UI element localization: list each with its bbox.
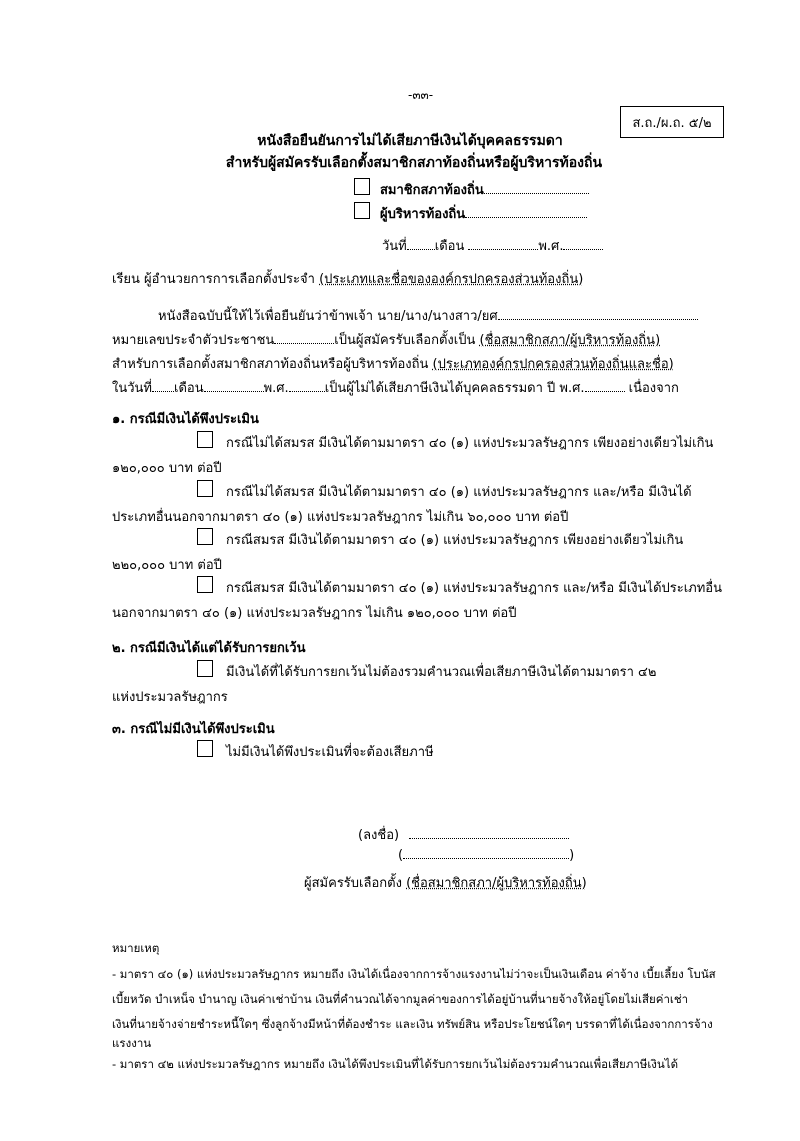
s2-case1-line2: แห่งประมวลรัษฎากร [112, 690, 228, 705]
option-council-label: สมาชิกสภาท้องถิ่น [380, 183, 484, 198]
body-day-field[interactable] [152, 380, 174, 392]
body-line4 [112, 377, 679, 398]
section1-heading: ๑. กรณีมีเงินได้พึงประเมิน [112, 412, 259, 427]
body-l4-because: เนื่องจาก [628, 381, 679, 396]
printed-name-field[interactable] [403, 847, 569, 859]
body-l1-text: หนังสือฉบับนี้ให้ไว้เพื่อยืนยันว่าข้าพเจ้า นาย/นาง/นางสาว/ยศ [158, 309, 498, 324]
name-field[interactable] [498, 308, 698, 320]
body-l2-idlabel: หมายเลขประจำตัวประชาชน [112, 333, 275, 348]
day-field[interactable] [407, 238, 435, 250]
body-l2-position: (ชื่อสมาชิกสภา/ผู้บริหารท้องถิ่น) [479, 333, 661, 348]
form-code: ส.ถ./ผ.ถ. ๕/๒ [632, 115, 712, 131]
body-month-field[interactable] [204, 380, 264, 392]
body-l4-text: เป็นผู้ไม่ได้เสียภาษีเงินได้บุคคลธรรมดา ปี พ.ศ. [324, 381, 585, 396]
body-l3-org: (ประเภทองค์กรปกครองส่วนท้องถิ่นและชื่อ) [432, 357, 674, 372]
option-council-row [380, 179, 589, 200]
note2-line1: - มาตรา ๔๒ แห่งประมวลรัษฎากร หมายถึง เงินได้พึงประเมินที่ได้รับการยกเว้นไม่ต้องรวมคำนวณเพื่อเสียภาษีเงินได้ [112, 1057, 679, 1071]
body-l2-text: เป็นผู้สมัครรับเลือกตั้งเป็น [334, 333, 476, 348]
tax-year-field[interactable] [585, 380, 625, 392]
note1-line2: เบี้ยหวัด บำเหน็จ บำนาญ เงินค่าเช่าบ้าน เงินที่คำนวณได้จากมูลค่าของการได้อยู่บ้านที่นายจ้างให้อยู่โดยไม่เสียค่าเช่า [112, 992, 689, 1006]
note1-line4: แรงงาน [112, 1036, 152, 1050]
role-value: (ชื่อสมาชิกสภา/ผู้บริหารท้องถิ่น) [406, 876, 587, 891]
role-label: ผู้สมัครรับเลือกตั้ง [304, 876, 402, 891]
id-field[interactable] [274, 332, 334, 344]
date-month-label: เดือน [434, 239, 465, 254]
option-executive-row [380, 203, 587, 224]
body-line2 [112, 329, 660, 350]
to-line [112, 268, 583, 289]
title-line2: สำหรับผู้สมัครรับเลือกตั้งสมาชิกสภาท้องถิ่นหรือผู้บริหารท้องถิ่น [225, 155, 603, 171]
s1-case1-checkbox[interactable] [197, 431, 213, 448]
title-line1: หนังสือยืนยันการไม่ได้เสียภาษีเงินได้บุคคลธรรมดา [257, 133, 563, 149]
to-prefix: เรียน ผู้อำนวยการการเลือกตั้งประจำ [112, 272, 315, 287]
open-paren: ( [398, 848, 404, 863]
s2-case1-line1: มีเงินได้ที่ได้รับการยกเว้นไม่ต้องรวมคำนวณเพื่อเสียภาษีเงินได้ตามมาตรา ๔๒ [226, 665, 657, 680]
s1-case3-line2: ๒๒๐,๐๐๐ บาท ต่อปี [112, 558, 222, 573]
s1-case2-line1: กรณีไม่ได้สมรส มีเงินได้ตามมาตรา ๔๐ (๑) แห่งประมวลรัษฎากร และ/หรือ มีเงินได้ [226, 485, 692, 500]
s2-case1-checkbox[interactable] [197, 660, 213, 677]
date-day-label: วันที่ [382, 239, 407, 254]
section2-heading: ๒. กรณีมีเงินได้แต่ได้รับการยกเว้น [112, 641, 306, 656]
s3-case1-line1: ไม่มีเงินได้พึงประเมินที่จะต้องเสียภาษี [226, 745, 434, 760]
body-year-field[interactable] [289, 380, 325, 392]
s1-case1-line2: ๑๒๐,๐๐๐ บาท ต่อปี [112, 461, 222, 476]
role-line [304, 872, 587, 893]
date-line [382, 235, 603, 256]
s1-case3-checkbox[interactable] [197, 528, 213, 545]
body-line1 [158, 305, 698, 326]
s1-case4-checkbox[interactable] [197, 576, 213, 593]
s1-case2-line2: ประเภทอื่นนอกจากมาตรา ๔๐ (๑) แห่งประมวลรัษฎากร ไม่เกิน ๖๐,๐๐๐ บาท ต่อปี [112, 510, 569, 525]
option-executive-label: ผู้บริหารท้องถิ่น [380, 207, 466, 222]
body-line3 [112, 353, 674, 374]
council-line [484, 182, 589, 194]
notes-heading: หมายเหตุ [112, 941, 160, 955]
note1-line1: - มาตรา ๔๐ (๑) แห่งประมวลรัษฎากร หมายถึง เงินได้เนื่องจากการจ้างแรงงานไม่ว่าจะเป็นเงินเดือน ค่าจ้าง เบี้ยเลี้ยง โบนัส [112, 967, 716, 981]
year-field[interactable] [563, 238, 603, 250]
month-field[interactable] [468, 238, 538, 250]
body-l3-text: สำหรับการเลือกตั้งสมาชิกสภาท้องถิ่นหรือผู้บริหารท้องถิ่น [112, 357, 429, 372]
sign-label: (ลงชื่อ) [358, 828, 400, 843]
s3-case1-checkbox[interactable] [197, 740, 213, 757]
date-year-label: พ.ศ. [538, 239, 564, 254]
body-l4-year-label: พ.ศ. [263, 381, 289, 396]
s1-case2-checkbox[interactable] [197, 480, 213, 497]
page-number: -๓๓- [408, 88, 434, 102]
signature-field[interactable] [409, 827, 569, 839]
executive-line [465, 206, 587, 218]
to-value: (ประเภทและชื่อขององค์กรปกครองส่วนท้องถิ่น) [319, 272, 584, 287]
s1-case3-line1: กรณีสมรส มีเงินได้ตามมาตรา ๔๐ (๑) แห่งประมวลรัษฎากร เพียงอย่างเดียวไม่เกิน [226, 533, 684, 548]
council-checkbox[interactable] [354, 178, 370, 195]
section3-heading: ๓. กรณีไม่มีเงินได้พึงประเมิน [112, 722, 275, 737]
s1-case4-line2: นอกจากมาตรา ๔๐ (๑) แห่งประมวลรัษฎากร ไม่เกิน ๑๒๐,๐๐๐ บาท ต่อปี [112, 606, 517, 621]
body-l4-day-label: ในวันที่ [112, 381, 152, 396]
executive-checkbox[interactable] [354, 202, 370, 219]
body-l4-month-label: เดือน [174, 381, 204, 396]
s1-case1-line1: กรณีไม่ได้สมรส มีเงินได้ตามมาตรา ๔๐ (๑) แห่งประมวลรัษฎากร เพียงอย่างเดียวไม่เกิน [226, 436, 714, 451]
note1-line3: เงินที่นายจ้างจ่ายชำระหนี้ใดๆ ซึ่งลูกจ้างมีหน้าที่ต้องชำระ และเงิน ทรัพย์สิน หรือประโยชน์ใดๆ บรรดาที่ได้เนื่องจากการจ้าง [112, 1017, 713, 1031]
s1-case4-line1: กรณีสมรส มีเงินได้ตามมาตรา ๔๐ (๑) แห่งประมวลรัษฎากร และ/หรือ มีเงินได้ประเภทอื่น [226, 581, 722, 596]
printed-name-line [398, 847, 574, 863]
signature-line [358, 824, 569, 845]
close-paren: ) [569, 848, 575, 863]
